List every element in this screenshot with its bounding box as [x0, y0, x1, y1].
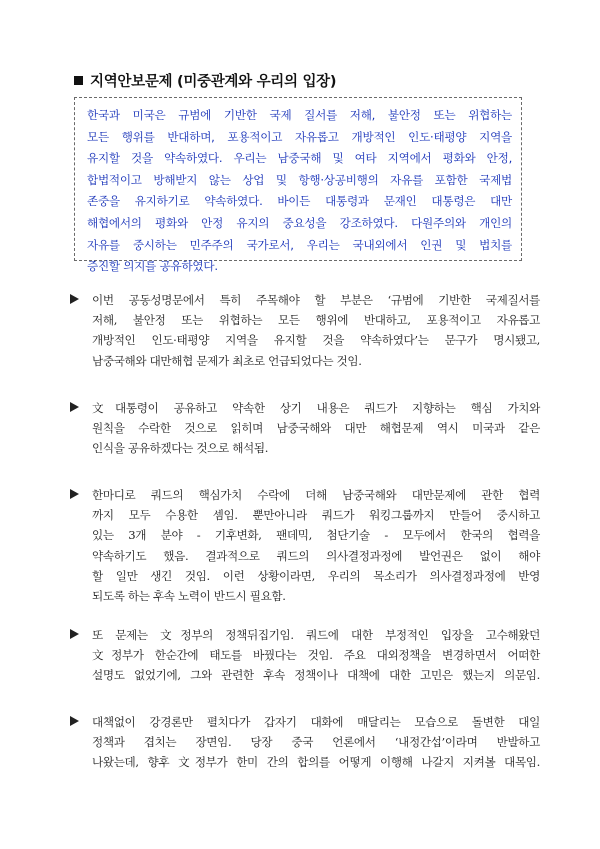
quote-line: 유지할 것을 약속하였다. 우리는 남중국해 및 여타 지역에서 평화와 안정, [87, 151, 512, 166]
bullet-line: 개방적인 인도·태평양 지역을 유지할 것을 약속하였다’는 문구가 명시됐고, [92, 333, 540, 348]
bullet-line: 이번 공동성명문에서 특히 주목해야 할 부분은 ‘규범에 기반한 국제질서를 [92, 293, 540, 307]
quote-line: 증진할 의지를 공유하였다. [87, 259, 218, 274]
bullet-line: 있는 3개 분야 - 기후변화, 팬데믹, 첨단기술 - 모두에서 한국의 협력을 [92, 528, 540, 543]
quote-line: 자유를 중시하는 민주주의 국가로서, 우리는 국내외에서 인권 및 법치를 [87, 237, 512, 252]
bullet-line: 까지 모두 수용한 셈임. 뿐만아니라 쿼드가 워킹그룹까지 만들어 중시하고 [92, 508, 540, 523]
bullet-text [92, 625, 540, 686]
bullet-line: 한마디로 쿼드의 핵심가치 수락에 더해 남중국해와 대만문제에 관한 협력 [92, 488, 540, 502]
arrow-bullet-icon [70, 629, 79, 639]
quote-line: 모든 행위를 반대하며, 포용적이고 자유롭고 개방적인 인도·태평양 지역을 [87, 129, 512, 144]
quote-line: 해협에서의 평화와 안정 유지의 중요성을 강조하였다. 다원주의와 개인의 [87, 215, 512, 230]
bullet-line: 원칙을 수락한 것으로 읽히며 남중국해와 대만 해협문제 역시 미국과 같은 [92, 421, 540, 436]
quote-line: 존중을 유지하기로 약속하였다. 바이든 대통령과 문재인 대통령은 대만 [87, 194, 512, 209]
square-bullet-icon [74, 76, 83, 85]
joint-statement-quote-box [74, 97, 522, 274]
bullet-line: 저해, 불안정 또는 위협하는 모든 행위에 반대하고, 포용적이고 자유롭고 [92, 313, 540, 328]
bullet-text [92, 485, 540, 606]
arrow-bullet-icon [70, 489, 79, 499]
section-heading [74, 70, 336, 91]
bullet-line: 설명도 없었기에, 그와 관련한 후속 정책이나 대책에 대한 고민은 했는지 의문임. [92, 668, 540, 683]
bullet-line: 약속하기도 했음. 결과적으로 쿼드의 의사결정과정에 발언권은 없이 해야 [92, 548, 540, 563]
bullet-text [92, 398, 540, 459]
bullet-line: 되도록 하는 후속 노력이 반드시 필요함. [92, 589, 286, 604]
section-heading-text: 지역안보문제 (미중관계와 우리의 입장) [90, 74, 337, 90]
bullet-line: 남중국해와 대만해협 문제가 최초로 언급되었다는 것임. [92, 353, 362, 368]
bullet-line: 대책없이 강경론만 펼치다가 갑자기 대화에 매달리는 모습으로 돌변한 대일 [92, 715, 540, 729]
bullet-line: 할 일만 생긴 것임. 이런 상황이라면, 우리의 목소리가 의사결정과정에 반영 [92, 568, 540, 583]
arrow-bullet-icon [70, 402, 79, 412]
quote-line: 합법적이고 방해받지 않는 상업 및 항행·상공비행의 자유를 포함한 국제법 [87, 172, 512, 187]
arrow-bullet-icon [70, 716, 79, 726]
bullet-line: 文정부가 한순간에 태도를 바꿨다는 것임. 주요 대외정책을 변경하면서 어떠한 [92, 648, 540, 663]
quote-line: 한국과 미국은 규범에 기반한 국제 질서를 저해, 불안정 또는 위협하는 [87, 108, 512, 122]
bullet-line: 文대통령이 공유하고 약속한 상기 내용은 쿼드가 지향하는 핵심 가치와 [92, 401, 540, 415]
bullet-line: 나왔는데, 향후 文정부가 한미 간의 합의를 어떻게 이행해 나갈지 지켜볼 대목임. [92, 755, 540, 770]
bullet-text [92, 290, 540, 371]
bullet-line: 인식을 공유하겠다는 것으로 해석됨. [92, 441, 269, 456]
bullet-text [92, 712, 540, 773]
arrow-bullet-icon [70, 294, 79, 304]
bullet-line: 또 문제는 文정부의 정책뒤집기임. 쿼드에 대한 부정적인 입장을 고수해왔던 [92, 628, 540, 642]
bullet-line: 정책과 겹치는 장면임. 당장 중국 언론에서 ‘내정간섭’이라며 반발하고 [92, 735, 540, 750]
